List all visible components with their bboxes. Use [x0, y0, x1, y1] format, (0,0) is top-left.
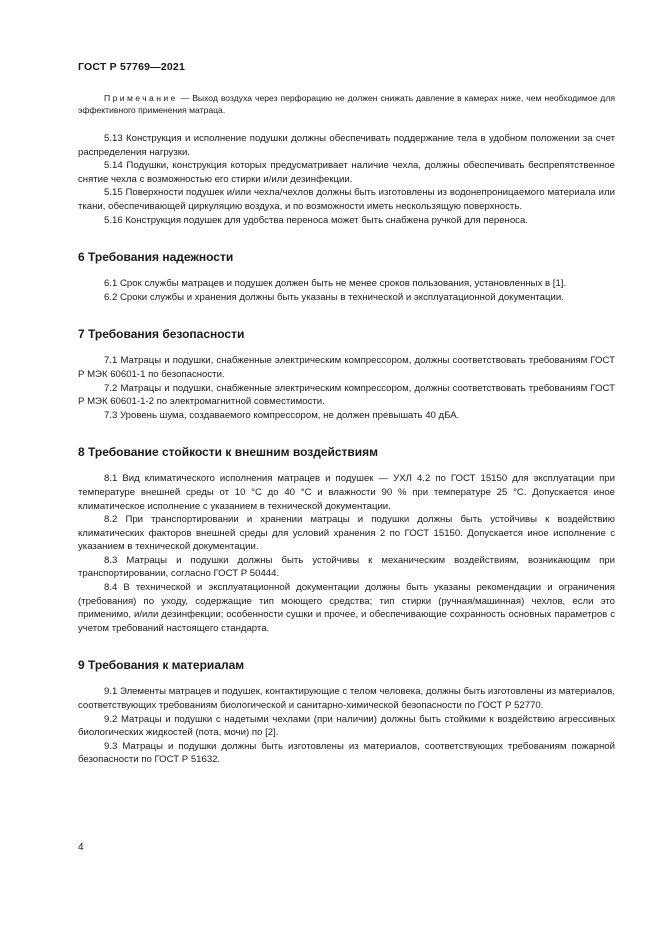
clause-5-16: 5.16 Конструкция подушек для удобства переноса может быть снабжена ручкой для переноса.	[104, 214, 528, 226]
section-9-heading: 9 Требования к материалам	[78, 658, 245, 673]
clause-5-14: 5.14 Подушки, конструкция которых предусматривает наличие чехла, должны обеспечивать беспрепятственное снятие чехла с возможностью его стирки и/или дезинфекции.	[78, 160, 615, 185]
clause-7-1: 7.1 Матрацы и подушки, снабженные электрическим компрессором, должны соответствовать требованиям ГОСТ Р МЭК 60601-1 по безопасности.	[78, 355, 615, 380]
clause-8-1: 8.1 Вид климатического исполнения матрацев и подушек — УХЛ 4.2 по ГОСТ 15150 для эксплуатации при температуре внешней среды от 10 °С до 40 °С и влажности 90 % при температуре 25 °С. Допускается иное климатическое исполнение с указанием в технической документации.	[78, 473, 615, 512]
document-page	[78, 0, 615, 935]
clause-8-4: 8.4 В технической и эксплуатационной документации должны быть указаны рекомендации и ограничения (требования) по уходу, содержащие тип моющего средства; тип стирки (ручная/машинная) чехлов, если это применимо, и/или дезинфекции; особенности сушки и прочее, и обеспечивающие сохранность основных параметров с учетом требований настоящего стандарта.	[78, 582, 615, 634]
section-8-heading: 8 Требование стойкости к внешним воздействиям	[78, 445, 379, 460]
document-content	[78, 92, 615, 767]
clause-7-3: 7.3 Уровень шума, создаваемого компрессором, не должен превышать 40 дБА.	[104, 409, 460, 421]
clause-7-2: 7.2 Матрацы и подушки, снабженные электрическим компрессором, должны соответствовать требованиям ГОСТ Р МЭК 60601-1-2 по электромагнитной совместимости.	[78, 382, 615, 408]
clause-8-2: 8.2 При транспортировании и хранении матрацы и подушки должны быть устойчивы к воздействию климатических факторов внешней среды для условий хранения 2 по ГОСТ 15150. Допускается иное исполнение с указанием в технической документации.	[78, 514, 615, 553]
clause-9-2: 9.2 Матрацы и подушки с надетыми чехлами (при наличии) должны быть стойкими к воздействию агрессивных биологических жидкостей (пота, мочи) по [2].	[78, 713, 615, 739]
clause-5-15: 5.15 Поверхности подушек и/или чехла/чехлов должны быть изготовлены из водонепроницаемого материала или ткани, обеспечивающей циркуляцию воздуха, и по возможности иметь нескользящую поверхность.	[78, 187, 615, 212]
note-text: — Выход воздуха через перфорацию не должен снижать давление в камерах ниже, чем необходимое для эффективного применения матраца.	[78, 93, 615, 115]
note-paragraph	[78, 92, 615, 116]
section-7-heading: 7 Требования безопасности	[78, 327, 245, 342]
clause-6-1: 6.1 Срок службы матрацев и подушек должен быть не менее сроков пользования, установленных в [1].	[104, 278, 567, 290]
section-6-heading: 6 Требования надежности	[78, 250, 234, 265]
note-lead: Примечание	[104, 93, 178, 103]
clause-9-3: 9.3 Матрацы и подушки должны быть изготовлены из материалов, соответствующих требованиям пожарной безопасности по ГОСТ Р 51632.	[78, 740, 615, 766]
clause-9-1: 9.1 Элементы матрацев и подушек, контактирующие с телом человека, должны быть изготовлены из материалов, соответствующих требованиям биологической и санитарно-химической безопасности по ГОСТ Р 52770.	[78, 686, 615, 712]
clause-8-3: 8.3 Матрацы и подушки должны быть устойчивы к механическим воздействиям, возникающим при транспортировании, согласно ГОСТ Р 50444.	[78, 554, 615, 580]
clause-6-2: 6.2 Сроки службы и хранения должны быть указаны в технической и эксплуатационной документации.	[104, 291, 564, 303]
document-header: ГОСТ Р 57769—2021	[78, 61, 186, 73]
page-number: 4	[78, 842, 84, 853]
clause-5-13: 5.13 Конструкция и исполнение подушки должны обеспечивать поддержание тела в удобном положении за счет распределения нагрузки.	[78, 133, 615, 158]
